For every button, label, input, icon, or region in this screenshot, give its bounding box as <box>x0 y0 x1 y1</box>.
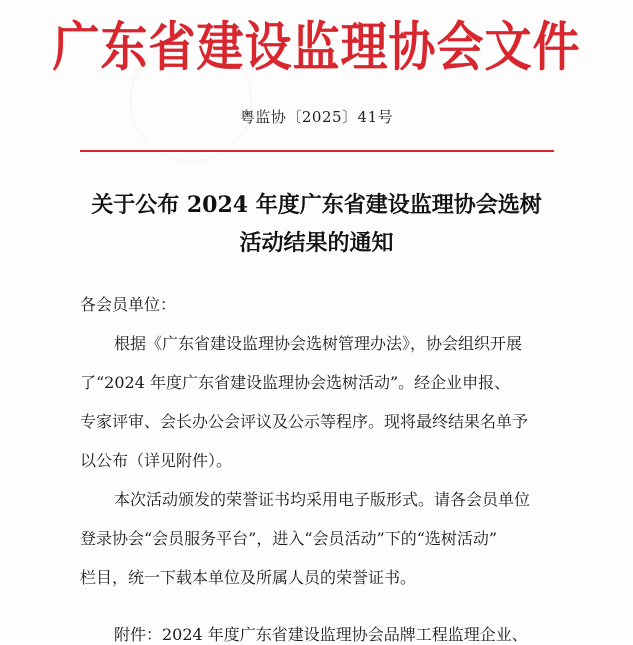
paragraph-2-line-2: 登录协会“会员服务平台”，进入“会员活动”下的“选树活动” <box>80 529 498 548</box>
paragraph-1-line-3: 专家评审、会长办公会评议及公示等程序。现将最终结果名单予 <box>80 412 529 431</box>
paragraph-2-line-1: 本次活动颁发的荣誉证书均采用电子版形式。请各会员单位 <box>114 490 531 509</box>
masthead-title: 广东省建设监理协会文件 <box>52 16 581 79</box>
paragraph-2-line-3: 栏目，统一下载本单位及所属人员的荣誉证书。 <box>80 568 417 587</box>
paragraph-1-line-4: 以公布（详见附件）。 <box>80 451 233 470</box>
attachment-line: 附件：2024 年度广东省建设监理协会品牌工程监理企业、 <box>114 625 528 644</box>
notice-title-line-2: 活动结果的通知 <box>239 230 394 256</box>
paragraph-1-line-1: 根据《广东省建设监理协会选树管理办法》，协会组织开展 <box>114 334 523 353</box>
red-divider-line <box>80 150 554 152</box>
notice-title-line-1: 关于公布 2024 年度广东省建设监理协会选树 <box>91 192 542 218</box>
salutation: 各会员单位： <box>80 295 177 314</box>
notice-title <box>0 186 633 262</box>
document-number: 粤监协〔2025〕41号 <box>239 108 394 126</box>
paragraph-1-line-2: 了“2024 年度广东省建设监理协会选树活动”。经企业申报、 <box>80 373 511 392</box>
